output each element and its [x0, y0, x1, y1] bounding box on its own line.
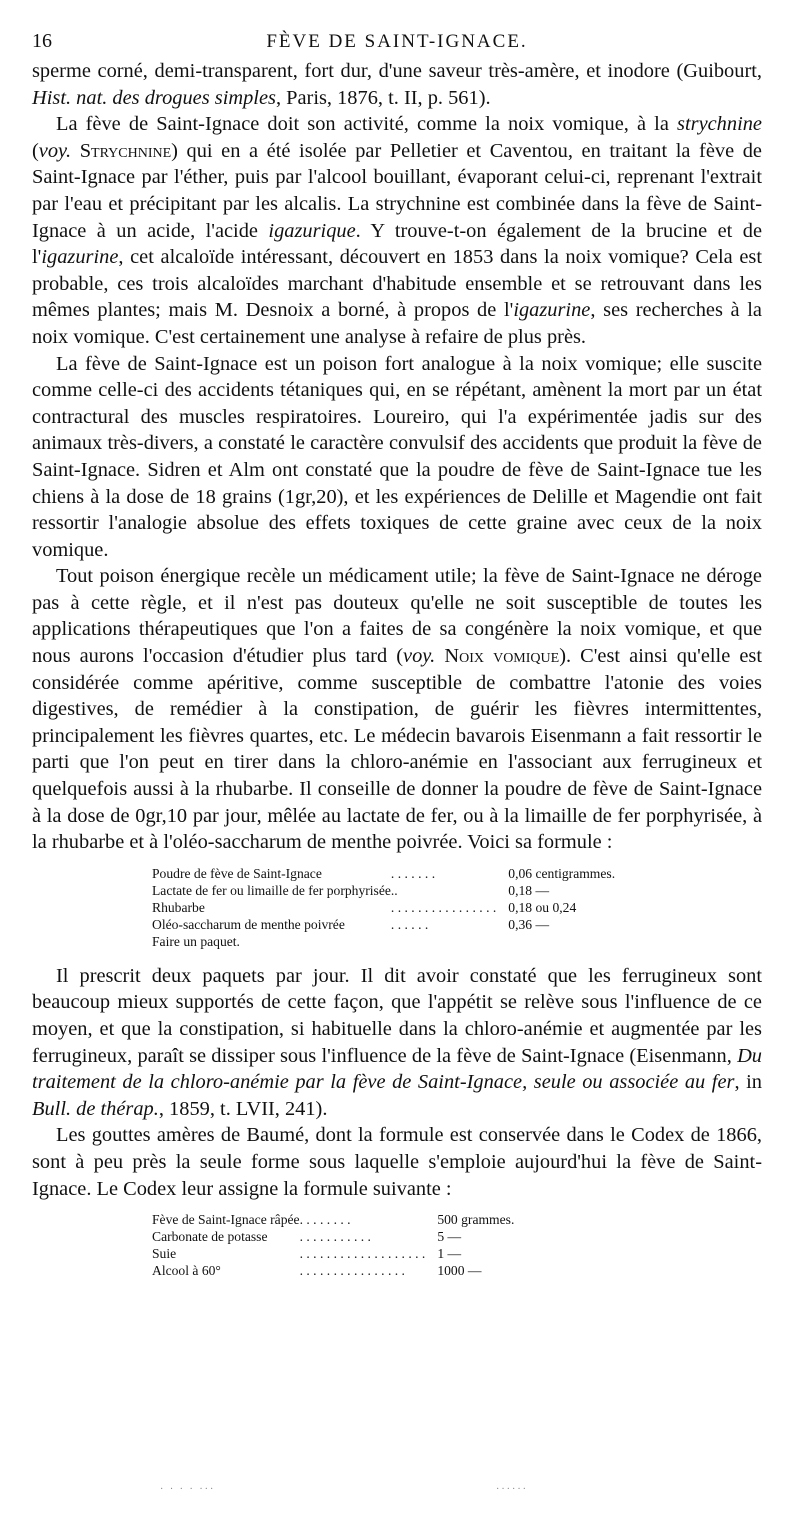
leader-dots: . . . . . .: [390, 916, 429, 932]
text-run: , cet alcaloïde intéressant, découvert en 1853 dans la noix vomique? Cela est probable, ces trois alcaloïdes marchant d'habitude ensemble et se retrouvant dans les mêmes plantes; mais M. Desnoix a borné, à propos de l': [32, 246, 762, 322]
leader-dots: . . . . . . . .: [299, 1212, 351, 1228]
paragraph-5: [32, 963, 762, 1123]
paragraph-6: Les gouttes amères de Baumé, dont la formule est conservée dans le Codex de 1866, sont à peu près la seule forme sous laquelle s'emploie aujourd'hui la fève de Saint-Ignace. Le Codex leur assigne la formule suivante :: [32, 1124, 762, 1200]
formula-amount: 5 —: [437, 1229, 462, 1245]
running-title: FÈVE DE SAINT-IGNACE.: [266, 31, 528, 52]
formula-row: [152, 899, 615, 916]
formula-amount: 1 —: [437, 1246, 462, 1262]
formula-row: [152, 1211, 514, 1228]
formula-note-row: [152, 933, 615, 950]
term-igazurine: igazurine: [513, 299, 591, 322]
reference-title: Hist. nat. des drogues simples: [32, 86, 276, 109]
formula-item: Rhubarbe: [152, 899, 205, 915]
text-run: , 1859, t. LVII, 241).: [158, 1097, 328, 1120]
running-header: [32, 30, 762, 58]
text-run: , in: [734, 1071, 763, 1094]
formula-note: Faire un paquet.: [152, 933, 240, 949]
formula-row: [152, 1262, 514, 1279]
leader-dots: . . . . . . . . . . .: [299, 1229, 371, 1245]
leader-dots: . . . . . . .: [390, 865, 436, 881]
formula-item: Carbonate de potasse: [152, 1229, 268, 1245]
formula-amount: 0,18 ou 0,24: [508, 899, 577, 915]
leader-dots: ..: [390, 882, 398, 898]
term-strychnine: strychnine: [677, 113, 762, 136]
paragraph-4: [32, 563, 762, 856]
text-run: , ses recherches à la noix vomique. C'est certainement une analyse à refaire de plus près.: [32, 299, 762, 348]
text-run: . Y trouve-t-on également de la brucine et de l': [32, 219, 762, 269]
term-igazurine: igazurine: [41, 246, 119, 269]
page-number: 16: [32, 30, 52, 52]
formula-row: [152, 916, 615, 933]
formula-row: [152, 865, 615, 882]
formula-item: Oléo-saccharum de menthe poivrée: [152, 916, 345, 932]
formula-item: Poudre de fève de Saint-Ignace: [152, 865, 322, 881]
formula-amount: 500 grammes.: [437, 1212, 515, 1228]
text-run: Tout poison énergique recèle un médicament utile; la fève de Saint-Ignace ne déroge pas à cette règle, et il n'est pas douteux qu'elle ne soit susceptible de toutes les applications thérapeutiques que l'on a faites de sa congénère la noix vomique, et que nous aurons l'occasion d'étudier plus tard (: [32, 565, 762, 668]
formula-row: [152, 882, 615, 899]
reference-title: Du traitement de la chloro-anémie par la fève de Saint-Ignace, seule ou associée au fer: [32, 1044, 762, 1094]
formula-item: Alcool à 60°: [152, 1263, 221, 1279]
leader-dots: . . . . . . . . . . . . . . . .: [390, 899, 497, 915]
text-run: (: [32, 139, 39, 162]
text-run: ). C'est ainsi qu'elle est considérée comme apéritive, comme susceptible de combattre l'atonie des voies digestives, de remédier à la constipation, de guérir les fièvres intermittentes, principalement les fièvres quartes, etc. Le médecin bavarois Eisenmann a fait ressortir le parti que l'on peut en tirer dans la chloro-anémie en l'associant aux ferrugineux et quelquefois aussi à la rhubarbe. Il conseille de donner la poudre de fève de Saint-Ignace à la dose de 0gr,10 par jour, mêlée au lactate de fer, ou à la limaille de fer porphyrisée, à la rhubarbe et à l'oléo-saccharum de menthe poivrée. Voici sa formule :: [32, 645, 762, 854]
formula-amount: 1000 —: [437, 1263, 482, 1279]
text-run: sperme corné, demi-transparent, fort dur, d'une saveur très-amère, et inodore (Guibourt,: [32, 60, 762, 82]
print-mark-left: · · · · ···: [160, 1484, 216, 1495]
paragraph-2: [32, 111, 762, 350]
formula-amount: 0,06 centigrammes.: [508, 865, 616, 881]
formula-amount: 0,18 —: [508, 882, 550, 898]
term-igazurique: igazurique: [268, 219, 356, 242]
cross-reference: Noix vomique: [444, 645, 560, 668]
leader-dots: . . . . . . . . . . . . . . . . . . .: [299, 1246, 426, 1262]
text-run: , Paris, 1876, t. II, p. 561).: [275, 86, 491, 109]
formula-item: Suie: [152, 1246, 177, 1262]
text-run: [71, 140, 80, 162]
formula-row: [152, 1245, 514, 1262]
print-mark-right: ······: [496, 1484, 528, 1495]
journal-title: Bull. de thérap.: [32, 1097, 159, 1120]
formula-row: [152, 1228, 514, 1245]
leader-dots: . . . . . . . . . . . . . . . .: [299, 1263, 405, 1279]
cross-reference: Strychnine: [79, 139, 172, 162]
formula-item: Fève de Saint-Ignace râpée: [152, 1212, 300, 1228]
text-run: Il prescrit deux paquets par jour. Il dit avoir constaté que les ferrugineux sont beaucoup mieux supportés de cette façon, que l'appétit se relève sous l'influence de ce moyen, et que la constipation, si habituelle dans la chloro-anémie et augmentée par les ferrugineux, paraît se dissiper sous l'influence de la fève de Saint-Ignace (Eisenmann,: [32, 964, 762, 1067]
formula-eisenmann: [152, 865, 615, 950]
formula-amount: 0,36 —: [508, 916, 550, 932]
paragraph-1: [32, 58, 762, 111]
voy-abbrev: voy.: [38, 139, 72, 162]
formula-item: Lactate de fer ou limaille de fer porphyrisée: [152, 882, 391, 898]
text-run: La fève de Saint-Ignace doit son activité, comme la noix vomique, à la: [56, 113, 678, 136]
voy-abbrev: voy.: [403, 645, 436, 668]
paragraph-3: La fève de Saint-Ignace est un poison fort analogue à la noix vomique; elle suscite comme celle-ci des accidents tétaniques qui, en se répétant, amènent la mort par un état contractural des muscles respiratoires. Loureiro, qui l'a expérimentée jadis sur des animaux très-divers, a constaté le caractère convulsif des accidents que produit la fève de Saint-Ignace. Sidren et Alm ont constaté que la poudre de fève de Saint-Ignace tue les chiens à la dose de 18 grains (1gr,20), et les expériences de Delille et Magendie ont fait ressortir l'analogie absolue des effets toxiques de cette graine avec ceux de la noix vomique.: [32, 352, 762, 561]
text-run: ) qui en a été isolée par Pelletier et Caventou, en traitant la fève de Saint-Ignace par l'éther, puis par l'alcool bouillant, évaporant celui-ci, reprenant l'extrait par l'eau et précipitant par les alcalis. La strychnine est combinée dans la fève de Saint-Ignace à un acide, l'acide: [32, 139, 762, 242]
page: [32, 30, 762, 1292]
formula-codex: [152, 1211, 514, 1279]
